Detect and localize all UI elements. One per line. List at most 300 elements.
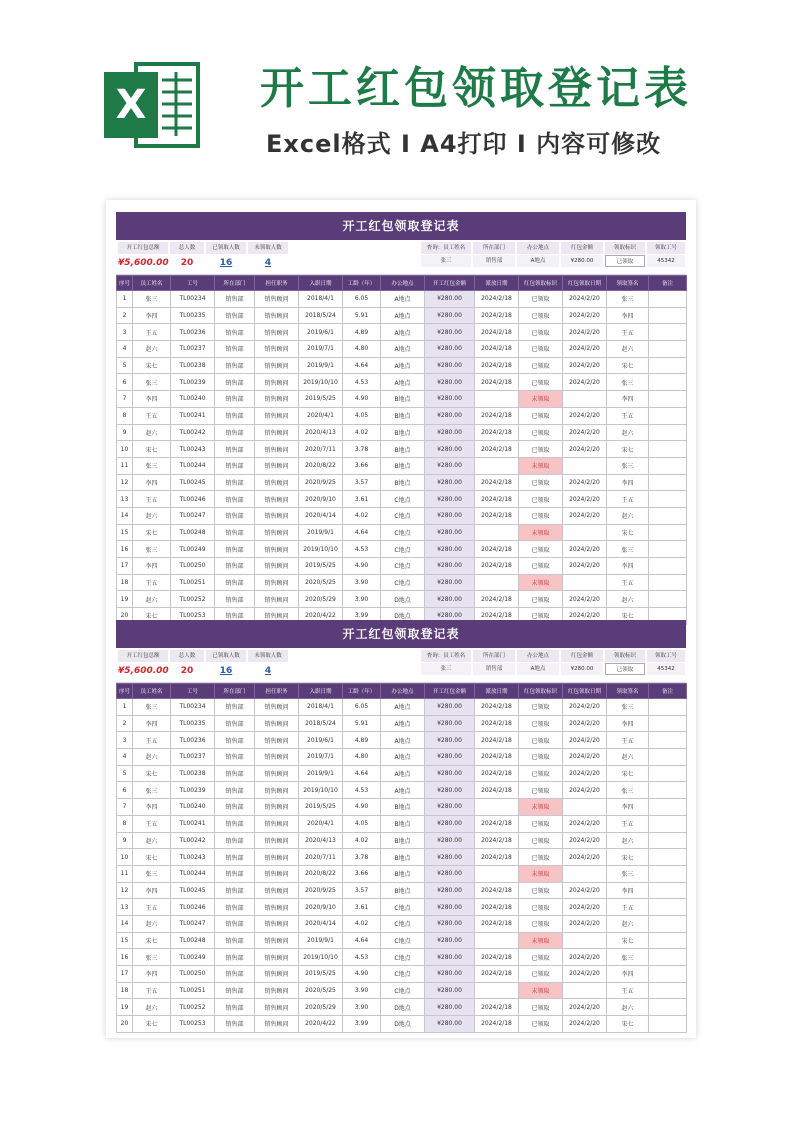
table-cell[interactable]: 4.05 <box>343 815 381 832</box>
table-cell[interactable]: TL00236 <box>171 324 215 341</box>
table-cell[interactable]: 4.64 <box>343 765 381 782</box>
table-cell[interactable]: 14 <box>117 915 133 932</box>
table-cell[interactable]: 17 <box>117 966 133 983</box>
table-cell[interactable]: 2024/2/20 <box>563 407 607 424</box>
table-cell[interactable]: 2024/2/18 <box>475 324 519 341</box>
table-cell[interactable]: 2024/2/18 <box>475 491 519 508</box>
table-cell[interactable]: 王五 <box>607 815 649 832</box>
table-cell[interactable]: 销售部 <box>215 424 255 441</box>
table-cell[interactable]: 销售部 <box>215 457 255 474</box>
table-cell[interactable]: 王五 <box>607 324 649 341</box>
table-cell[interactable]: 2024/2/18 <box>475 715 519 732</box>
table-cell[interactable]: 赵六 <box>133 749 171 766</box>
table-cell[interactable]: 2024/2/18 <box>475 749 519 766</box>
table-cell[interactable]: TL00248 <box>171 524 215 541</box>
table-cell[interactable] <box>475 457 519 474</box>
table-cell[interactable]: TL00242 <box>171 424 215 441</box>
table-cell[interactable]: 4.02 <box>343 507 381 524</box>
table-cell[interactable]: B地点 <box>381 457 425 474</box>
table-cell[interactable]: 张三 <box>607 541 649 558</box>
table-cell[interactable]: 销售顾问 <box>255 307 299 324</box>
table-cell[interactable]: TL00247 <box>171 507 215 524</box>
table-cell[interactable]: 4.64 <box>343 932 381 949</box>
table-cell[interactable]: 2024/2/18 <box>475 832 519 849</box>
table-cell[interactable]: 销售部 <box>215 441 255 458</box>
table-cell[interactable]: 赵六 <box>607 832 649 849</box>
table-cell[interactable]: 李四 <box>607 715 649 732</box>
table-cell[interactable]: C地点 <box>381 966 425 983</box>
table-cell[interactable] <box>475 391 519 408</box>
table-cell[interactable]: 张三 <box>133 291 171 308</box>
table-cell[interactable] <box>649 324 687 341</box>
table-cell[interactable]: 王五 <box>607 899 649 916</box>
table-cell[interactable]: 销售顾问 <box>255 899 299 916</box>
table-cell[interactable]: 销售部 <box>215 474 255 491</box>
table-cell[interactable]: 销售顾问 <box>255 374 299 391</box>
table-cell[interactable]: D地点 <box>381 999 425 1016</box>
table-cell[interactable]: 2019/9/1 <box>299 524 343 541</box>
table-cell[interactable]: 王五 <box>133 407 171 424</box>
table-cell[interactable]: 销售顾问 <box>255 799 299 816</box>
table-cell[interactable]: 已领取 <box>519 815 563 832</box>
table-cell[interactable]: 销售部 <box>215 749 255 766</box>
table-cell[interactable]: 2019/5/25 <box>299 966 343 983</box>
table-cell[interactable]: 销售顾问 <box>255 932 299 949</box>
table-cell[interactable]: TL00245 <box>171 882 215 899</box>
table-cell[interactable]: TL00241 <box>171 815 215 832</box>
table-cell[interactable]: C地点 <box>381 899 425 916</box>
table-cell[interactable]: A地点 <box>381 765 425 782</box>
table-cell[interactable] <box>563 865 607 882</box>
table-cell[interactable]: TL00241 <box>171 407 215 424</box>
table-cell[interactable]: D地点 <box>381 1016 425 1033</box>
table-cell[interactable] <box>649 949 687 966</box>
table-cell[interactable] <box>649 999 687 1016</box>
table-cell[interactable]: 4 <box>117 749 133 766</box>
table-cell[interactable] <box>649 374 687 391</box>
table-cell[interactable]: 3.57 <box>343 882 381 899</box>
query-name-input[interactable]: 张三 <box>421 663 471 675</box>
table-cell[interactable]: 9 <box>117 424 133 441</box>
table-cell[interactable]: 销售顾问 <box>255 424 299 441</box>
table-cell[interactable]: 2024/2/20 <box>563 558 607 575</box>
table-cell[interactable]: 2018/5/24 <box>299 715 343 732</box>
table-cell[interactable]: TL00252 <box>171 999 215 1016</box>
table-cell[interactable]: 销售顾问 <box>255 849 299 866</box>
table-cell[interactable]: 2020/4/14 <box>299 507 343 524</box>
table-cell[interactable]: 赵六 <box>607 591 649 608</box>
table-cell[interactable]: 2024/2/20 <box>563 999 607 1016</box>
table-cell[interactable]: 销售部 <box>215 558 255 575</box>
table-cell[interactable]: ¥280.00 <box>425 865 475 882</box>
table-cell[interactable] <box>563 574 607 591</box>
table-cell[interactable] <box>649 1016 687 1033</box>
table-cell[interactable] <box>563 457 607 474</box>
table-cell[interactable]: 2 <box>117 307 133 324</box>
table-cell[interactable]: 宋七 <box>133 524 171 541</box>
table-cell[interactable]: B地点 <box>381 391 425 408</box>
table-cell[interactable]: 2019/9/1 <box>299 765 343 782</box>
table-cell[interactable]: 2019/5/25 <box>299 391 343 408</box>
table-cell[interactable]: C地点 <box>381 541 425 558</box>
table-cell[interactable]: 李四 <box>607 474 649 491</box>
table-cell[interactable] <box>649 357 687 374</box>
table-cell[interactable]: 6.05 <box>343 291 381 308</box>
table-cell[interactable]: 19 <box>117 999 133 1016</box>
table-cell[interactable]: 2024/2/20 <box>563 715 607 732</box>
table-cell[interactable] <box>649 491 687 508</box>
table-cell[interactable]: 2020/4/13 <box>299 832 343 849</box>
table-cell[interactable] <box>649 966 687 983</box>
table-cell[interactable]: 2024/2/18 <box>475 541 519 558</box>
table-cell[interactable]: 2020/4/1 <box>299 407 343 424</box>
table-cell[interactable]: 5.91 <box>343 715 381 732</box>
table-cell[interactable]: 2019/7/1 <box>299 341 343 358</box>
table-cell[interactable]: 销售顾问 <box>255 699 299 716</box>
table-cell[interactable]: 赵六 <box>607 915 649 932</box>
table-cell[interactable]: 12 <box>117 474 133 491</box>
table-cell[interactable] <box>649 699 687 716</box>
table-cell[interactable]: ¥280.00 <box>425 558 475 575</box>
table-cell[interactable]: ¥280.00 <box>425 324 475 341</box>
table-cell[interactable]: 2020/8/22 <box>299 457 343 474</box>
table-cell[interactable]: 已领取 <box>519 424 563 441</box>
table-cell[interactable]: 销售部 <box>215 507 255 524</box>
table-cell[interactable]: 2024/2/20 <box>563 815 607 832</box>
table-cell[interactable]: 2024/2/20 <box>563 291 607 308</box>
table-cell[interactable]: 2024/2/18 <box>475 474 519 491</box>
table-cell[interactable]: ¥280.00 <box>425 882 475 899</box>
table-cell[interactable] <box>649 507 687 524</box>
table-cell[interactable]: B地点 <box>381 865 425 882</box>
table-cell[interactable]: 赵六 <box>607 341 649 358</box>
table-cell[interactable]: 已领取 <box>519 441 563 458</box>
table-cell[interactable]: A地点 <box>381 374 425 391</box>
table-cell[interactable]: 张三 <box>133 541 171 558</box>
table-cell[interactable]: 销售部 <box>215 574 255 591</box>
table-cell[interactable]: 2020/7/11 <box>299 441 343 458</box>
table-cell[interactable]: ¥280.00 <box>425 307 475 324</box>
table-cell[interactable]: 李四 <box>133 558 171 575</box>
table-cell[interactable]: 已领取 <box>519 541 563 558</box>
table-cell[interactable]: 15 <box>117 932 133 949</box>
table-cell[interactable]: 已领取 <box>519 608 563 625</box>
table-cell[interactable]: 已领取 <box>519 899 563 916</box>
table-cell[interactable]: 李四 <box>133 474 171 491</box>
table-cell[interactable]: 11 <box>117 865 133 882</box>
table-cell[interactable]: 王五 <box>133 899 171 916</box>
table-cell[interactable]: 2018/5/24 <box>299 307 343 324</box>
table-cell[interactable]: 2019/5/25 <box>299 558 343 575</box>
table-cell[interactable]: 宋七 <box>607 765 649 782</box>
table-cell[interactable]: ¥280.00 <box>425 507 475 524</box>
table-cell[interactable] <box>649 407 687 424</box>
table-cell[interactable]: 3.66 <box>343 457 381 474</box>
table-cell[interactable]: 已领取 <box>519 374 563 391</box>
table-cell[interactable]: TL00246 <box>171 899 215 916</box>
table-cell[interactable]: 2024/2/18 <box>475 441 519 458</box>
table-cell[interactable]: 赵六 <box>607 749 649 766</box>
table-cell[interactable]: 7 <box>117 799 133 816</box>
table-cell[interactable]: 已领取 <box>519 558 563 575</box>
table-cell[interactable]: C地点 <box>381 982 425 999</box>
table-cell[interactable]: C地点 <box>381 558 425 575</box>
table-cell[interactable]: 2024/2/20 <box>563 608 607 625</box>
table-cell[interactable] <box>649 424 687 441</box>
table-cell[interactable]: 3.78 <box>343 441 381 458</box>
table-cell[interactable]: 3.66 <box>343 865 381 882</box>
table-cell[interactable]: 销售顾问 <box>255 441 299 458</box>
table-cell[interactable]: 2024/2/20 <box>563 949 607 966</box>
table-cell[interactable]: 销售顾问 <box>255 324 299 341</box>
table-cell[interactable]: 销售顾问 <box>255 999 299 1016</box>
table-cell[interactable]: C地点 <box>381 491 425 508</box>
table-cell[interactable] <box>563 391 607 408</box>
table-cell[interactable]: 已领取 <box>519 407 563 424</box>
table-cell[interactable]: 李四 <box>133 882 171 899</box>
table-cell[interactable]: 2024/2/20 <box>563 966 607 983</box>
table-cell[interactable]: 赵六 <box>133 341 171 358</box>
table-cell[interactable]: 销售部 <box>215 715 255 732</box>
table-cell[interactable]: TL00252 <box>171 591 215 608</box>
table-cell[interactable]: C地点 <box>381 574 425 591</box>
table-cell[interactable]: 已领取 <box>519 882 563 899</box>
table-cell[interactable]: TL00251 <box>171 574 215 591</box>
table-cell[interactable]: B地点 <box>381 799 425 816</box>
table-cell[interactable]: 销售部 <box>215 391 255 408</box>
table-cell[interactable]: 2024/2/18 <box>475 882 519 899</box>
table-cell[interactable] <box>475 865 519 882</box>
table-cell[interactable]: 2024/2/20 <box>563 424 607 441</box>
table-cell[interactable]: TL00242 <box>171 832 215 849</box>
table-cell[interactable]: TL00253 <box>171 608 215 625</box>
table-cell[interactable] <box>649 882 687 899</box>
table-cell[interactable]: ¥280.00 <box>425 1016 475 1033</box>
table-cell[interactable]: 销售部 <box>215 799 255 816</box>
table-cell[interactable] <box>649 915 687 932</box>
table-cell[interactable]: 未领取 <box>519 574 563 591</box>
table-cell[interactable]: A地点 <box>381 782 425 799</box>
table-cell[interactable]: ¥280.00 <box>425 391 475 408</box>
table-cell[interactable]: 张三 <box>133 782 171 799</box>
table-cell[interactable]: 4.02 <box>343 832 381 849</box>
table-cell[interactable]: B地点 <box>381 474 425 491</box>
table-cell[interactable]: 销售部 <box>215 915 255 932</box>
table-cell[interactable]: 2024/2/20 <box>563 699 607 716</box>
table-cell[interactable]: 宋七 <box>133 1016 171 1033</box>
table-cell[interactable]: 2024/2/18 <box>475 765 519 782</box>
table-cell[interactable]: 15 <box>117 524 133 541</box>
table-cell[interactable] <box>649 815 687 832</box>
table-cell[interactable]: ¥280.00 <box>425 782 475 799</box>
table-cell[interactable]: 19 <box>117 591 133 608</box>
table-cell[interactable]: ¥280.00 <box>425 341 475 358</box>
table-cell[interactable]: 2024/2/18 <box>475 915 519 932</box>
table-cell[interactable]: TL00239 <box>171 782 215 799</box>
table-cell[interactable]: 2018/4/1 <box>299 291 343 308</box>
table-cell[interactable]: 2020/4/14 <box>299 915 343 932</box>
table-cell[interactable]: 2024/2/18 <box>475 899 519 916</box>
table-cell[interactable]: 张三 <box>607 374 649 391</box>
table-cell[interactable]: 2020/4/22 <box>299 608 343 625</box>
table-cell[interactable]: ¥280.00 <box>425 915 475 932</box>
table-cell[interactable]: 李四 <box>133 715 171 732</box>
table-cell[interactable]: 张三 <box>607 949 649 966</box>
table-cell[interactable]: ¥280.00 <box>425 799 475 816</box>
table-cell[interactable]: TL00249 <box>171 949 215 966</box>
table-cell[interactable] <box>649 341 687 358</box>
table-cell[interactable]: 销售部 <box>215 699 255 716</box>
table-cell[interactable]: 2024/2/20 <box>563 307 607 324</box>
table-cell[interactable] <box>649 832 687 849</box>
table-cell[interactable]: 销售部 <box>215 341 255 358</box>
table-cell[interactable]: A地点 <box>381 715 425 732</box>
table-cell[interactable]: 2020/5/29 <box>299 591 343 608</box>
table-cell[interactable]: 4.64 <box>343 357 381 374</box>
table-cell[interactable]: TL00240 <box>171 391 215 408</box>
table-cell[interactable]: 2 <box>117 715 133 732</box>
table-cell[interactable] <box>475 799 519 816</box>
table-cell[interactable]: TL00236 <box>171 732 215 749</box>
table-cell[interactable]: TL00238 <box>171 765 215 782</box>
table-cell[interactable] <box>649 457 687 474</box>
table-cell[interactable]: 17 <box>117 558 133 575</box>
table-cell[interactable]: 3.99 <box>343 608 381 625</box>
table-cell[interactable]: TL00235 <box>171 715 215 732</box>
table-cell[interactable]: B地点 <box>381 832 425 849</box>
table-cell[interactable] <box>649 558 687 575</box>
table-cell[interactable]: ¥280.00 <box>425 832 475 849</box>
table-cell[interactable]: 4.89 <box>343 732 381 749</box>
table-cell[interactable]: TL00243 <box>171 849 215 866</box>
table-cell[interactable]: 2020/5/25 <box>299 574 343 591</box>
table-cell[interactable]: 2019/6/1 <box>299 324 343 341</box>
table-cell[interactable]: 已领取 <box>519 966 563 983</box>
table-cell[interactable]: 销售顾问 <box>255 558 299 575</box>
table-cell[interactable]: 3 <box>117 324 133 341</box>
table-cell[interactable]: 销售顾问 <box>255 608 299 625</box>
table-cell[interactable]: 2024/2/18 <box>475 849 519 866</box>
table-cell[interactable]: 已领取 <box>519 765 563 782</box>
table-cell[interactable]: TL00237 <box>171 749 215 766</box>
table-cell[interactable]: 销售部 <box>215 324 255 341</box>
table-cell[interactable]: 销售顾问 <box>255 765 299 782</box>
table-cell[interactable]: 2024/2/18 <box>475 507 519 524</box>
table-cell[interactable]: 销售顾问 <box>255 882 299 899</box>
table-cell[interactable]: 赵六 <box>133 832 171 849</box>
table-cell[interactable]: A地点 <box>381 324 425 341</box>
table-cell[interactable]: 已领取 <box>519 949 563 966</box>
table-cell[interactable]: ¥280.00 <box>425 524 475 541</box>
table-cell[interactable]: 销售部 <box>215 949 255 966</box>
table-cell[interactable]: 张三 <box>607 782 649 799</box>
table-cell[interactable]: 2024/2/20 <box>563 882 607 899</box>
table-cell[interactable] <box>649 541 687 558</box>
table-cell[interactable]: ¥280.00 <box>425 457 475 474</box>
table-cell[interactable]: 2024/2/18 <box>475 341 519 358</box>
table-cell[interactable]: TL00250 <box>171 558 215 575</box>
table-cell[interactable]: 10 <box>117 849 133 866</box>
table-cell[interactable]: 3.99 <box>343 1016 381 1033</box>
table-cell[interactable]: 2024/2/20 <box>563 591 607 608</box>
table-cell[interactable]: 张三 <box>133 865 171 882</box>
table-cell[interactable]: TL00243 <box>171 441 215 458</box>
table-cell[interactable] <box>475 932 519 949</box>
table-cell[interactable]: 宋七 <box>133 765 171 782</box>
table-cell[interactable]: 宋七 <box>607 849 649 866</box>
table-cell[interactable]: 销售部 <box>215 407 255 424</box>
table-cell[interactable]: 销售部 <box>215 882 255 899</box>
table-cell[interactable]: 2020/8/22 <box>299 865 343 882</box>
table-cell[interactable]: 已领取 <box>519 324 563 341</box>
table-cell[interactable]: 4.90 <box>343 558 381 575</box>
table-cell[interactable]: TL00234 <box>171 291 215 308</box>
table-cell[interactable]: 2019/10/10 <box>299 541 343 558</box>
table-cell[interactable]: 20 <box>117 608 133 625</box>
table-cell[interactable]: ¥280.00 <box>425 591 475 608</box>
table-cell[interactable]: 2024/2/18 <box>475 966 519 983</box>
table-cell[interactable]: 宋七 <box>607 608 649 625</box>
table-cell[interactable] <box>649 749 687 766</box>
table-cell[interactable]: 王五 <box>607 407 649 424</box>
table-cell[interactable]: 王五 <box>133 491 171 508</box>
table-cell[interactable]: B地点 <box>381 407 425 424</box>
table-cell[interactable]: 销售顾问 <box>255 291 299 308</box>
table-cell[interactable]: A地点 <box>381 341 425 358</box>
table-cell[interactable]: 宋七 <box>607 1016 649 1033</box>
table-cell[interactable] <box>649 732 687 749</box>
table-cell[interactable]: 销售部 <box>215 374 255 391</box>
table-cell[interactable]: 已领取 <box>519 915 563 932</box>
table-cell[interactable]: 5 <box>117 357 133 374</box>
table-cell[interactable] <box>649 782 687 799</box>
table-cell[interactable]: 销售顾问 <box>255 491 299 508</box>
table-cell[interactable] <box>649 591 687 608</box>
table-cell[interactable]: C地点 <box>381 949 425 966</box>
table-cell[interactable]: 已领取 <box>519 1016 563 1033</box>
table-cell[interactable]: 4.80 <box>343 749 381 766</box>
table-cell[interactable]: 销售部 <box>215 608 255 625</box>
table-cell[interactable]: 销售顾问 <box>255 865 299 882</box>
table-cell[interactable]: 销售部 <box>215 765 255 782</box>
table-cell[interactable]: TL00244 <box>171 457 215 474</box>
table-cell[interactable]: 宋七 <box>133 932 171 949</box>
table-cell[interactable] <box>563 932 607 949</box>
table-cell[interactable]: 2020/9/25 <box>299 882 343 899</box>
table-cell[interactable]: 5 <box>117 765 133 782</box>
table-cell[interactable]: ¥280.00 <box>425 815 475 832</box>
table-cell[interactable]: 2024/2/18 <box>475 374 519 391</box>
table-cell[interactable]: 宋七 <box>607 524 649 541</box>
table-cell[interactable]: 10 <box>117 441 133 458</box>
table-cell[interactable]: 2020/4/1 <box>299 815 343 832</box>
table-cell[interactable]: ¥280.00 <box>425 699 475 716</box>
table-cell[interactable]: 7 <box>117 391 133 408</box>
table-cell[interactable]: 王五 <box>133 732 171 749</box>
table-cell[interactable]: 宋七 <box>607 441 649 458</box>
table-cell[interactable]: 宋七 <box>133 357 171 374</box>
table-cell[interactable]: 销售部 <box>215 541 255 558</box>
table-cell[interactable]: B地点 <box>381 424 425 441</box>
table-cell[interactable]: 销售顾问 <box>255 982 299 999</box>
table-cell[interactable]: 张三 <box>133 949 171 966</box>
table-cell[interactable]: 2024/2/20 <box>563 474 607 491</box>
table-cell[interactable]: 已领取 <box>519 849 563 866</box>
table-cell[interactable]: 已领取 <box>519 357 563 374</box>
table-cell[interactable]: 2024/2/20 <box>563 541 607 558</box>
table-cell[interactable]: 销售部 <box>215 899 255 916</box>
table-cell[interactable] <box>649 982 687 999</box>
